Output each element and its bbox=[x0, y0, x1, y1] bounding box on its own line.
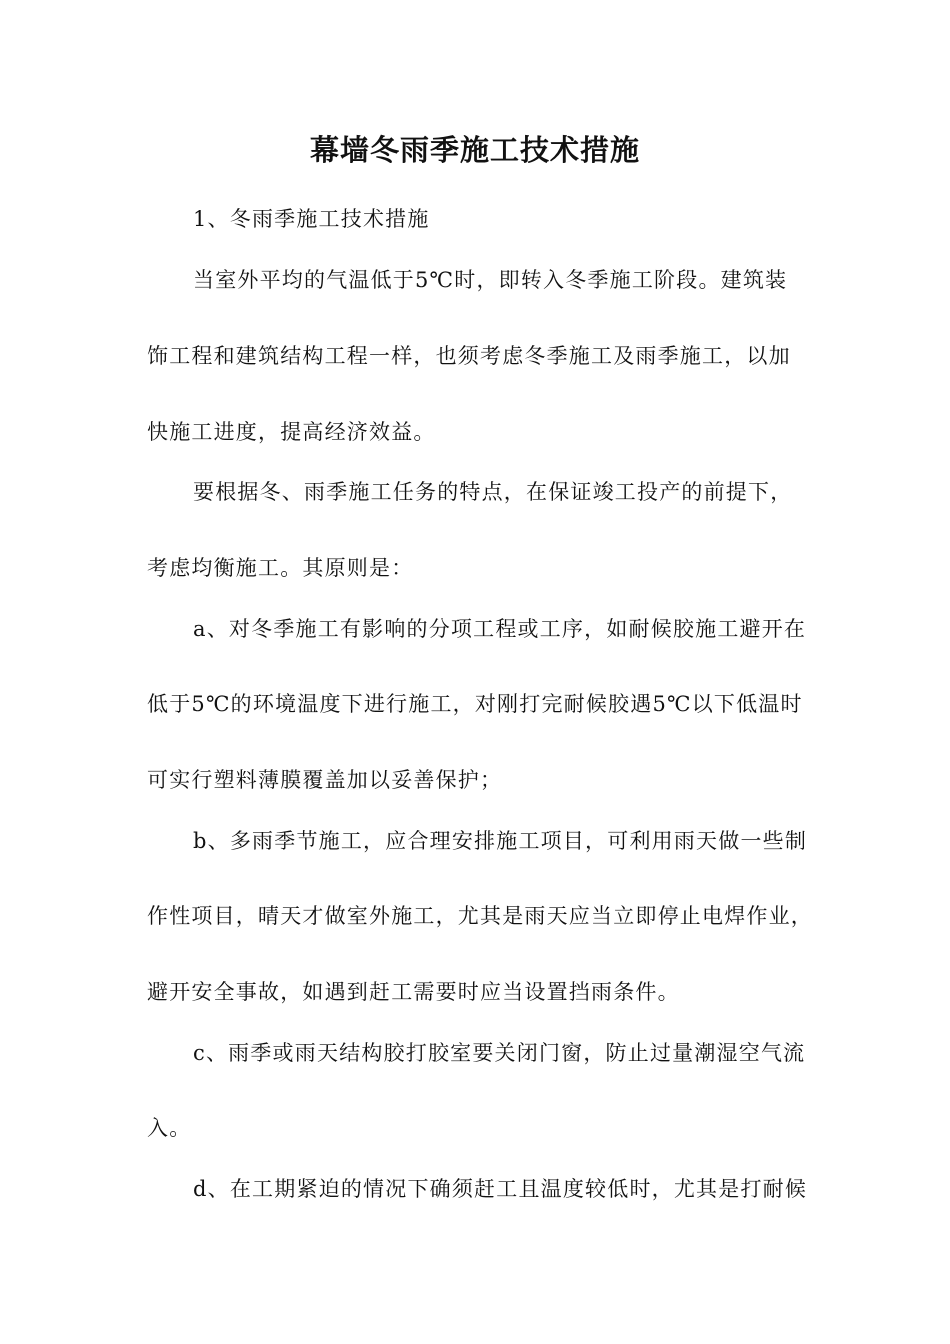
paragraph-line: 避开安全事故，如遇到赶工需要时应当设置挡雨条件。 bbox=[147, 980, 680, 1004]
paragraph-line: 作性项目，晴天才做室外施工，尤其是雨天应当立即停止电焊作业， bbox=[147, 904, 813, 928]
paragraph-line: 考虑均衡施工。其原则是： bbox=[147, 556, 414, 580]
paragraph-line: 要根据冬、雨季施工任务的特点，在保证竣工投产的前提下， bbox=[193, 480, 793, 504]
paragraph-line: 当室外平均的气温低于5℃时，即转入冬季施工阶段。建筑装 bbox=[193, 268, 788, 292]
paragraph-line: 可实行塑料薄膜覆盖加以妥善保护； bbox=[147, 768, 503, 792]
section-heading: 1、冬雨季施工技术措施 bbox=[193, 207, 430, 231]
paragraph-line: 入。 bbox=[147, 1116, 192, 1140]
paragraph-line: d、在工期紧迫的情况下确须赶工且温度较低时，尤其是打耐候 bbox=[193, 1177, 808, 1201]
paragraph-line: 饰工程和建筑结构工程一样，也须考虑冬季施工及雨季施工，以加 bbox=[147, 344, 791, 368]
paragraph-line: 低于5℃的环境温度下进行施工，对刚打完耐候胶遇5℃以下低温时 bbox=[147, 692, 803, 716]
paragraph-line: c、雨季或雨天结构胶打胶室要关闭门窗，防止过量潮湿空气流 bbox=[193, 1041, 806, 1065]
paragraph-line: b、多雨季节施工，应合理安排施工项目，可利用雨天做一些制 bbox=[193, 829, 808, 853]
paragraph-line: a、对冬季施工有影响的分项工程或工序，如耐候胶施工避开在 bbox=[193, 617, 807, 641]
document-title: 幕墙冬雨季施工技术措施 bbox=[309, 133, 640, 167]
paragraph-line: 快施工进度，提高经济效益。 bbox=[147, 420, 436, 444]
